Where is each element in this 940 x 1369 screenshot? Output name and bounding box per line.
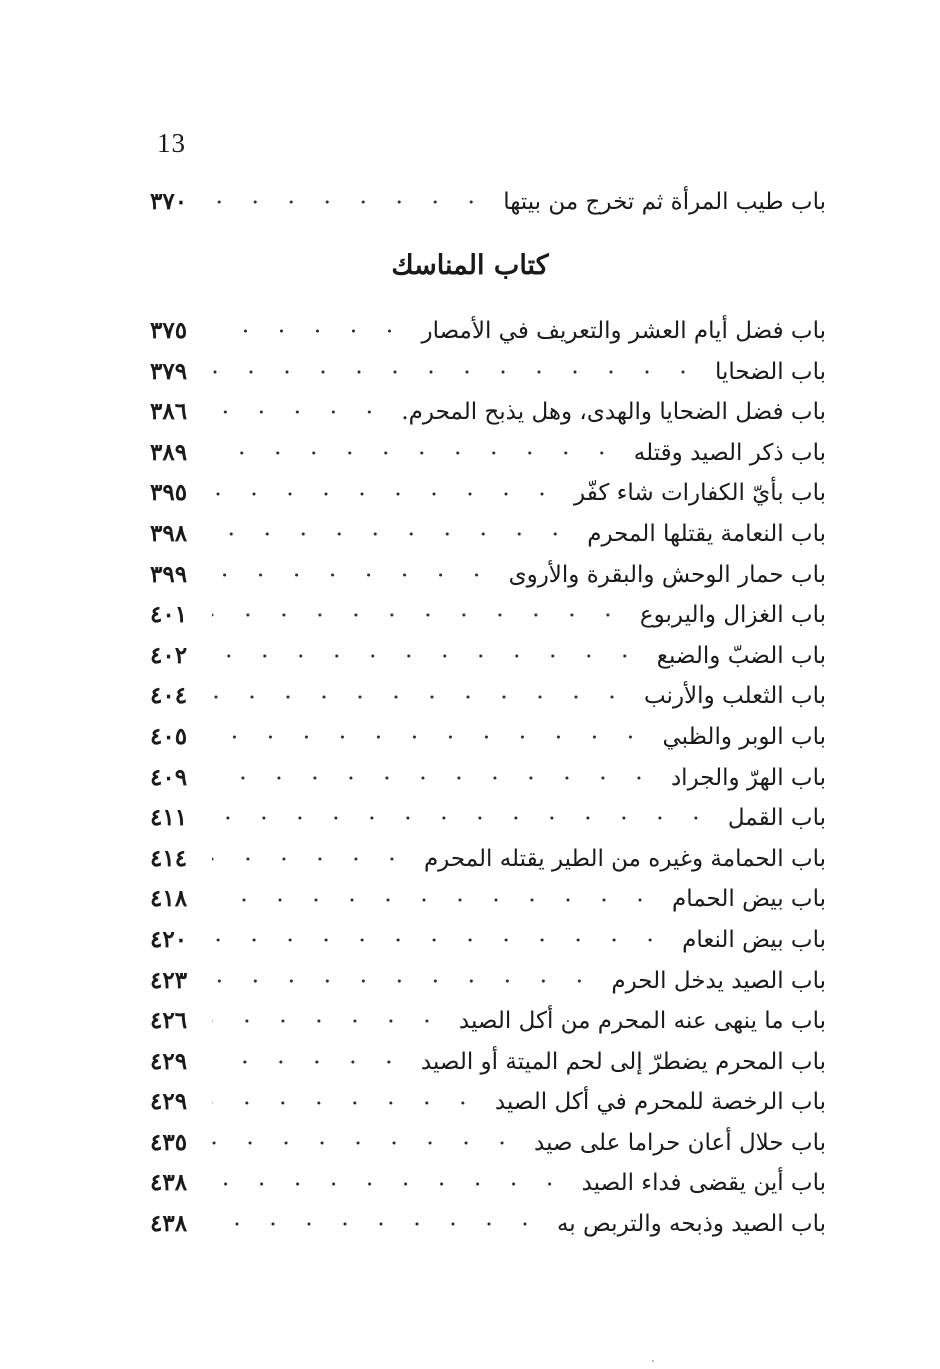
dot-leader <box>212 1179 568 1189</box>
toc-entry-title: باب الضحايا <box>715 358 826 385</box>
toc-entry <box>150 676 826 717</box>
toc-entry <box>150 311 826 352</box>
toc-entry <box>150 1163 826 1204</box>
toc-entry <box>150 636 826 677</box>
toc-entry-title: باب الوبر والظبي <box>662 723 826 750</box>
toc-entry-page: ٤٢٠ <box>150 925 188 953</box>
toc-entry-page: ٤١١ <box>150 804 188 832</box>
toc-entry-title: باب أين يقضى فداء الصيد <box>581 1170 826 1197</box>
toc-entry-title: باب القمل <box>727 805 826 832</box>
dot-leader <box>212 1016 445 1026</box>
toc-entry <box>150 595 826 636</box>
toc-entry <box>150 352 826 393</box>
toc-entry-title: باب طيب المرأة ثم تخرج من بيتها <box>503 189 826 215</box>
toc-entry-title: باب الرخصة للمحرم في أكل الصيد <box>494 1089 826 1116</box>
toc-entry-title: باب فضل أيام العشر والتعريف في الأمصار <box>421 318 826 344</box>
toc-entry <box>150 1204 826 1245</box>
toc-entry <box>150 717 826 758</box>
toc-entry-page: ٤٢٦ <box>150 1007 188 1035</box>
toc-entry-title: باب الهرّ والجراد <box>670 764 826 791</box>
toc-entry <box>150 182 826 223</box>
dot-leader <box>212 407 387 417</box>
dot-leader <box>212 326 407 336</box>
toc-entry <box>150 839 826 880</box>
toc-entry-title: باب الصيد يدخل الحرم <box>611 967 826 994</box>
dot-leader <box>212 773 657 783</box>
dot-leader <box>212 448 620 458</box>
toc-entry <box>150 1001 826 1042</box>
toc-entry-page: ٤٣٨ <box>150 1169 188 1197</box>
toc-entry-page: ٣٨٦ <box>150 398 188 426</box>
toc-entry-page: ٣٧٥ <box>150 317 188 344</box>
toc-entry <box>150 1042 826 1083</box>
toc-entry-title: باب ذكر الصيد وقتله <box>633 439 826 466</box>
dot-leader <box>212 489 560 499</box>
dot-leader <box>212 1138 520 1148</box>
dot-leader <box>212 854 410 864</box>
toc-entry-title: باب الغزال واليربوع <box>639 602 826 629</box>
section-title: كتاب المناسك <box>391 250 549 281</box>
toc-entry-page: ٤٠٢ <box>150 641 188 669</box>
toc-entry-page: ٤٠١ <box>150 601 188 629</box>
toc-entry-title: باب الصيد وذبحه والتربص به <box>556 1211 826 1238</box>
dot-leader <box>212 895 658 905</box>
dot-leader <box>212 1098 481 1108</box>
toc-entry-page: ٣٧٩ <box>150 357 188 385</box>
dot-leader <box>212 610 626 620</box>
toc-entry-title: باب بيض الحمام <box>672 886 826 913</box>
dot-leader <box>212 935 668 945</box>
toc-entry-page: ٤٣٥ <box>150 1128 188 1156</box>
toc-entry <box>150 392 826 433</box>
toc-entry-title: باب فضل الضحايا والهدى، وهل يذبح المحرم. <box>401 399 826 426</box>
dot-leader <box>212 692 630 702</box>
page-speck <box>652 1360 654 1362</box>
toc-entry-page: ٣٧٠ <box>150 188 188 215</box>
toc-entry-title: باب الضبّ والضبع <box>656 642 826 669</box>
toc-entry-page: ٤٢٣ <box>150 966 188 994</box>
toc-entry <box>150 433 826 474</box>
toc-entry <box>150 758 826 799</box>
toc-entry-title: باب حمار الوحش والبقرة والأروى <box>508 561 826 588</box>
toc-entry-page: ٣٩٩ <box>150 560 188 588</box>
toc-entry <box>150 1082 826 1123</box>
toc-entry-title: باب حلال أعان حراما على صيد <box>534 1129 826 1156</box>
dot-leader <box>212 813 714 823</box>
toc-list <box>150 311 826 1245</box>
toc-entry-title: باب ما ينهى عنه المحرم من أكل الصيد <box>458 1008 826 1035</box>
dot-leader <box>212 1219 543 1229</box>
toc-entry-title: باب المحرم يضطرّ إلى لحم الميتة أو الصيد <box>420 1048 826 1075</box>
toc-entry-page: ٣٨٩ <box>150 438 188 466</box>
toc-entry-title: باب بيض النعام <box>682 926 826 953</box>
toc-entry-page: ٤٣٨ <box>150 1210 188 1238</box>
toc-entry-title: باب بأيّ الكفارات شاء كفّر <box>574 480 826 507</box>
toc-entry <box>150 920 826 961</box>
dot-leader <box>212 570 495 580</box>
toc-entry-page: ٤٠٥ <box>150 722 188 750</box>
dot-leader <box>212 732 648 742</box>
dot-leader <box>212 367 701 377</box>
dot-leader <box>212 197 489 207</box>
toc-entry-page: ٤١٤ <box>150 844 188 872</box>
page-number: 13 <box>157 128 186 158</box>
toc-entry <box>150 1123 826 1164</box>
toc-entry <box>150 879 826 920</box>
dot-leader <box>212 976 597 986</box>
toc-entry-title: باب النعامة يقتلها المحرم <box>587 520 826 547</box>
toc-entry-page: ٣٩٥ <box>150 479 188 507</box>
toc-entry <box>150 473 826 514</box>
toc-entry-title: باب الثعلب والأرنب <box>643 683 826 710</box>
toc-entry <box>150 555 826 596</box>
dot-leader <box>212 529 573 539</box>
toc-entry <box>150 961 826 1002</box>
toc-entry-page: ٤٢٩ <box>150 1047 188 1075</box>
toc-entry-title: باب الحمامة وغيره من الطير يقتله المحرم <box>423 845 826 872</box>
toc-entry-page: ٤٠٩ <box>150 763 188 791</box>
toc-first-list <box>150 182 826 223</box>
toc-entry-page: ٤٢٩ <box>150 1088 188 1116</box>
toc-entry-page: ٤١٨ <box>150 885 188 913</box>
toc-entry <box>150 798 826 839</box>
toc-entry-page: ٤٠٤ <box>150 682 188 710</box>
toc-entry <box>150 514 826 555</box>
toc-entry-page: ٣٩٨ <box>150 519 188 547</box>
dot-leader <box>212 651 643 661</box>
dot-leader <box>212 1057 407 1067</box>
